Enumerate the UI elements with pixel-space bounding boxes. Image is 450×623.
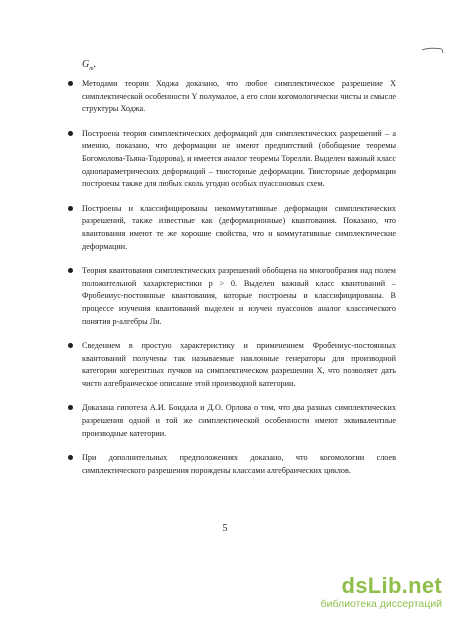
list-item	[66, 452, 396, 477]
watermark[interactable]	[270, 574, 442, 610]
result-list	[66, 78, 396, 489]
bullet-icon	[68, 268, 73, 273]
page-number: 5	[222, 523, 228, 534]
list-item-text: Методами теории Ходжа доказано, что любое симплектическое разрешение X симплектической особенности Y полумалое, а его слои когомологически чисты и смысле структуры Ходжа.	[82, 79, 396, 114]
watermark-subtitle: библиотека диссертаций	[320, 598, 442, 610]
bullet-icon	[68, 455, 73, 460]
list-item	[66, 203, 396, 253]
list-item-text: Построены и классифицированы некоммутативные деформации симплектических разрешений, также известные как (деформационные) квантования. Показано, что квантования имеют те же хорошие свойства, что и коммутативные симплектические деформации.	[82, 203, 396, 251]
formula-base: G	[82, 59, 90, 70]
bullet-icon	[68, 206, 73, 211]
bullet-icon	[68, 131, 73, 136]
list-item-text: Доказана гипотеза А.И. Бондала и Д.О. Орлова о том, что два разных симплектических разрешения одной и той же симплектической особенности имеют эквивалентные производные категории.	[82, 403, 396, 438]
list-item	[66, 340, 396, 390]
list-item	[66, 128, 396, 191]
list-item-text: При дополнительных предположениях доказано, что когомологии слоев симплектического разрешения порождены классами алгебраических циклов.	[82, 453, 396, 475]
bullet-icon	[68, 343, 73, 348]
list-item	[66, 78, 396, 116]
bullet-icon	[68, 405, 73, 410]
list-item-text: Построена теория симплектических деформаций для симплектических разрешений – а именно, показано, что деформации не имеют предпятствий (обобщение теоремы Богомолова-Тьяна-Тодорова), и имеется аналог теоремы Торелли. Выделен важный класс однопараметрических деформаций – твисторные деформации. Твисторные деформации построены также для любых сколь угодно особых пуассоновых схем.	[82, 128, 396, 189]
list-item-text: Теория квантования симплектических разрешений обобщена на многообразия над полем положительной хахарктеристики p > 0. Выделен важный класс квантований – Фробениус-постоянные квантования, которые построены и классифицированы. В процессе изучения квантований выделен и изучен пуассонов аналог классического понятия p-алгебры Ли.	[82, 266, 396, 326]
formula-subscript: m	[89, 66, 94, 72]
formula-fragment: $G_m$.	[82, 59, 97, 72]
corner-pen-mark	[420, 44, 446, 54]
list-item	[66, 402, 396, 440]
watermark-logo[interactable]: dsLib.net	[341, 573, 442, 598]
list-item-text: Сведением в простую характеристику и применением Фробениус-постоянных квантований получены так называемые наклонные генераторы для производной категории когерентных пучков на симплектическом разрешении X, что позволяет дать чисто алгебраическое описание этой производной категории.	[82, 341, 396, 388]
bullet-icon	[68, 81, 73, 86]
list-item	[66, 265, 396, 328]
